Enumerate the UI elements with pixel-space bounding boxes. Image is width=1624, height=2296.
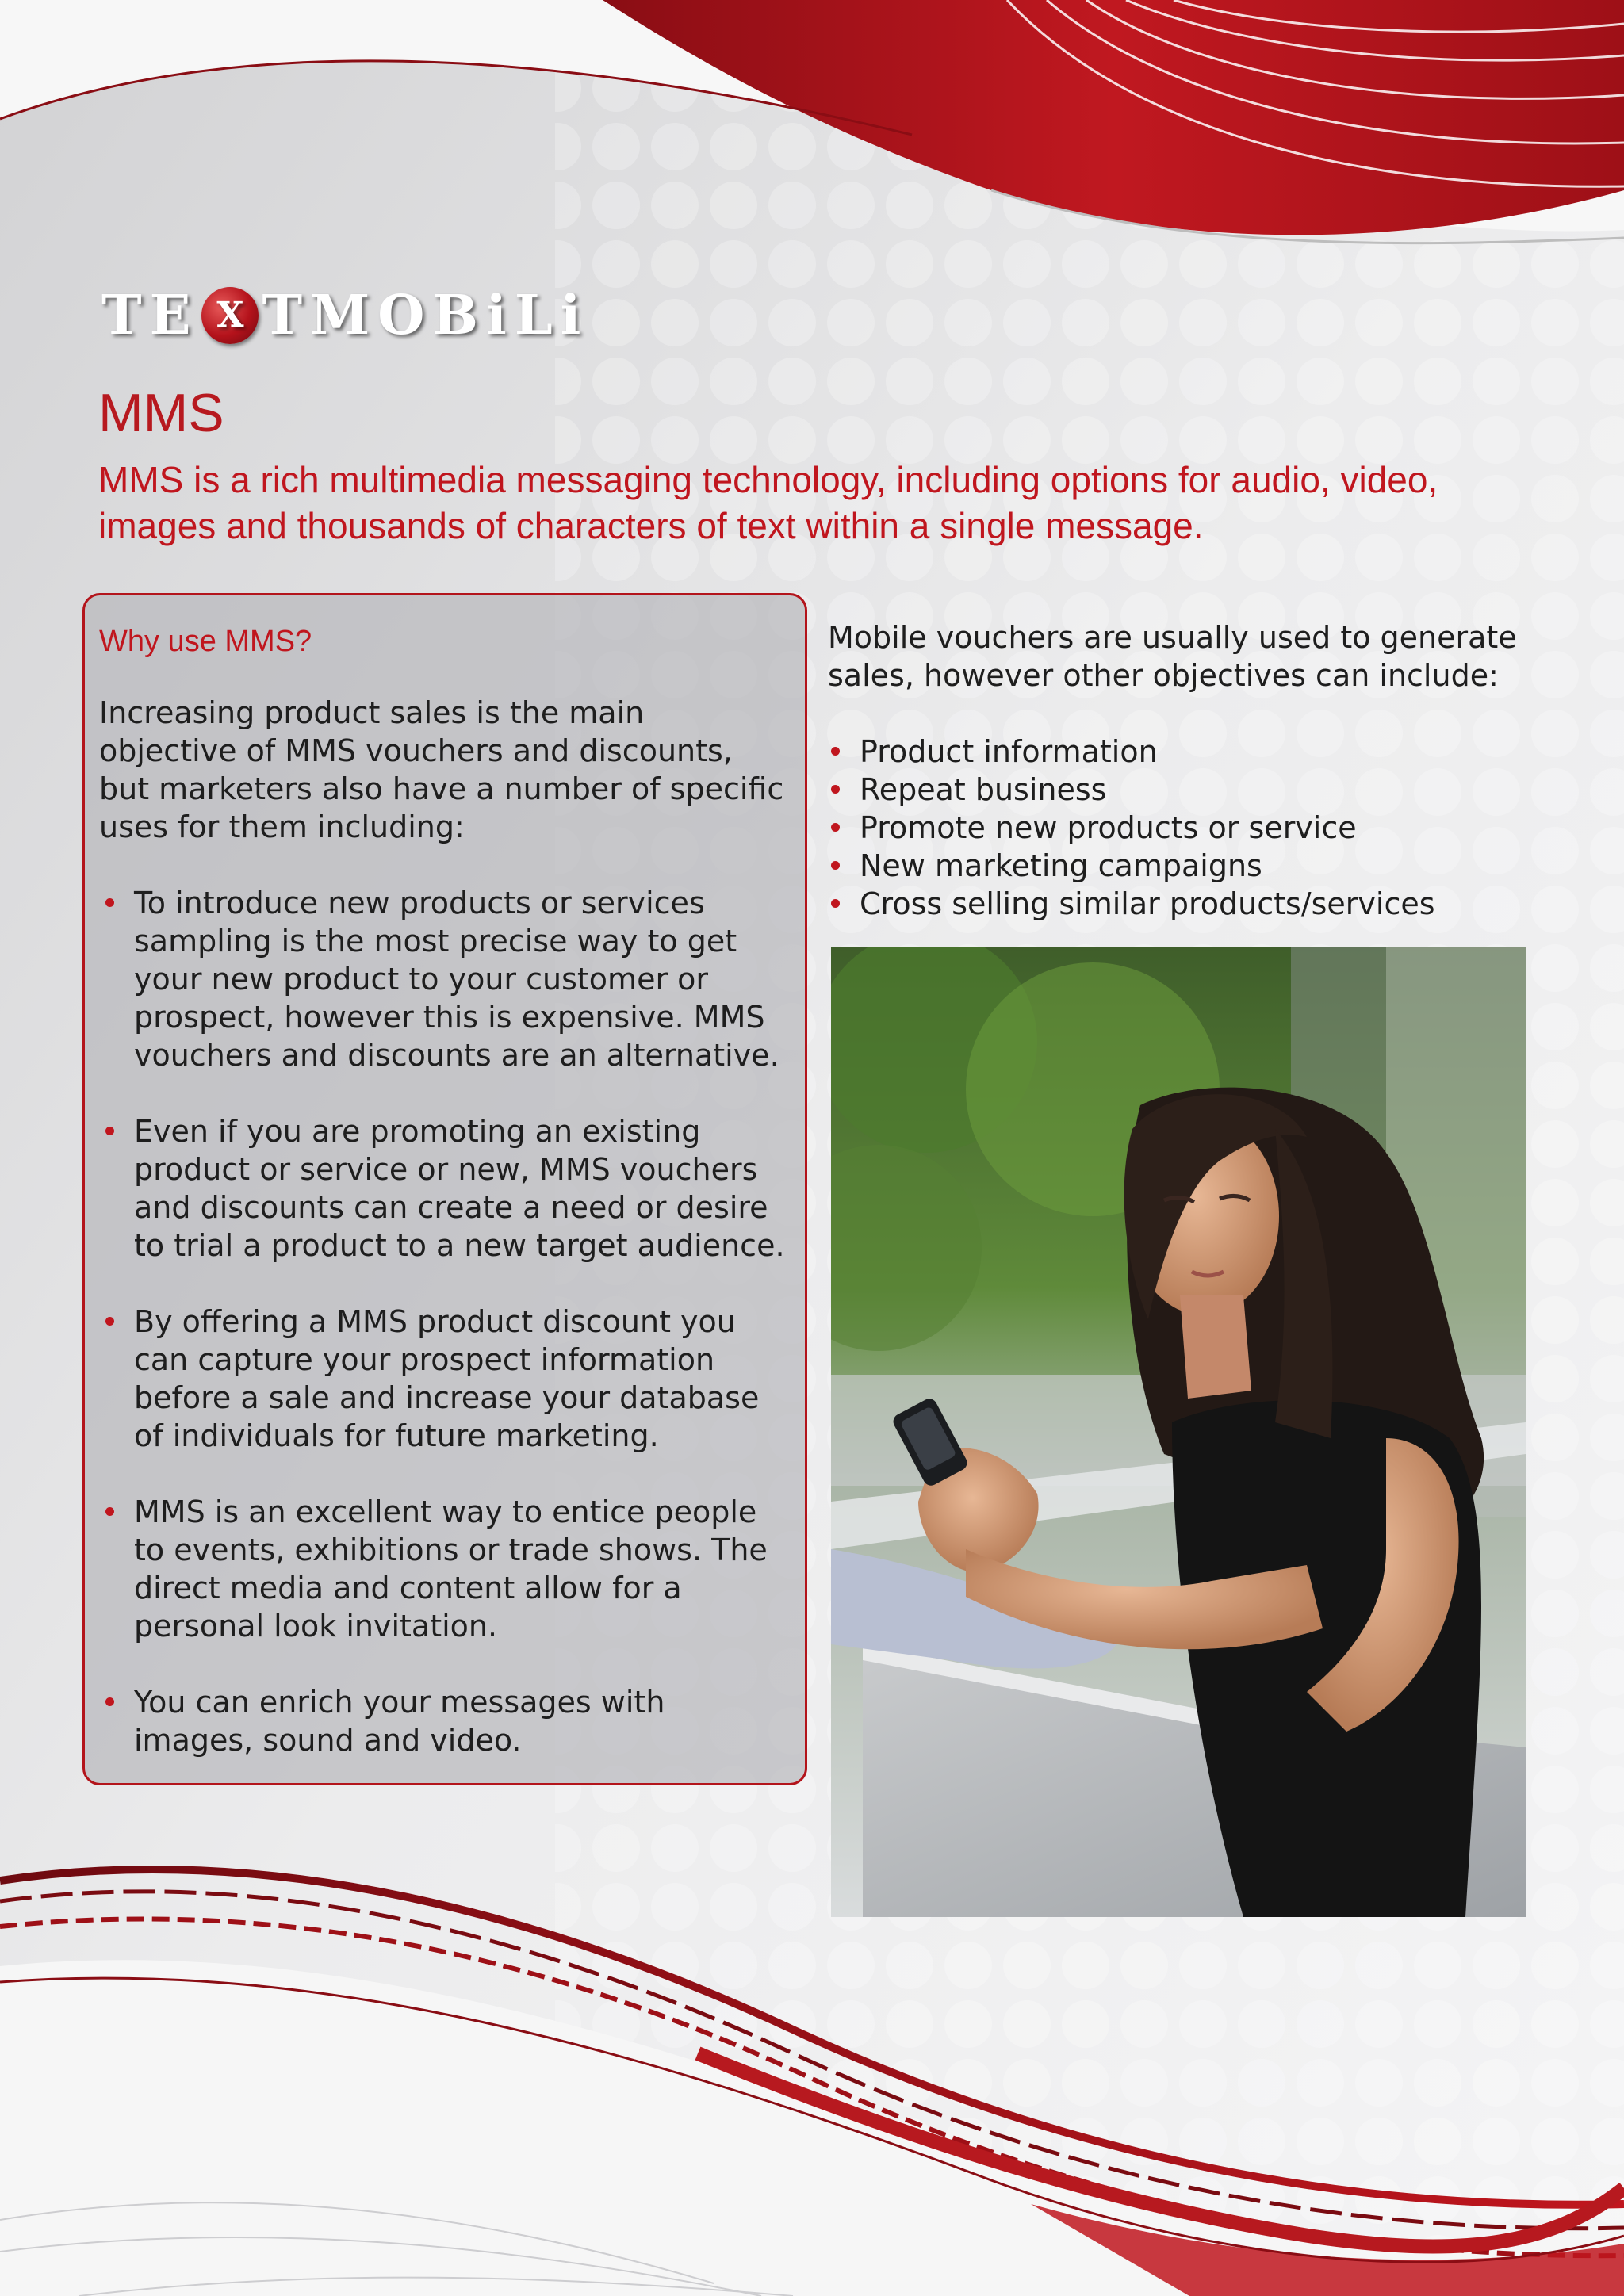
why-paragraph: Increasing product sales is the main objective of MMS vouchers and discounts, but marketers also have a number of specific uses for them including: — [99, 695, 784, 844]
list-item: Cross selling similar products/services — [828, 885, 1542, 923]
list-item: MMS is an excellent way to entice people to events, exhibitions or trade shows. The direct media and content allow for a personal look invitation. — [99, 1493, 789, 1645]
list-item: You can enrich your messages with images, sound and video. — [99, 1683, 789, 1759]
objectives-list — [828, 733, 1542, 923]
intro-text: MMS is a rich multimedia messaging technology, including options for audio, video, images and thousands of characters of text within a single message. — [98, 459, 1438, 546]
why-bullet-list — [99, 884, 789, 1759]
page-title: MMS — [98, 383, 224, 443]
list-item: Even if you are promoting an existing product or service or new, MMS vouchers and discounts can create a need or desire to trial a product to a new target audience. — [99, 1112, 789, 1265]
list-item: Repeat business — [828, 771, 1542, 809]
list-item: Product information — [828, 733, 1542, 771]
why-use-mms-box — [82, 593, 807, 1785]
woman-using-phone-photo — [831, 947, 1526, 1917]
list-item: Promote new products or service — [828, 809, 1542, 847]
textmobili-logo — [102, 284, 589, 347]
objectives-intro: Mobile vouchers are usually used to generate sales, however other objectives can include: — [828, 620, 1517, 693]
list-item: To introduce new products or services sampling is the most precise way to get your new product to your customer or prospect, however this is expensive. MMS vouchers and discounts are an alternative. — [99, 884, 789, 1074]
logo-text-start: TE — [102, 284, 199, 347]
objectives-section — [828, 618, 1542, 923]
list-item: By offering a MMS product discount you can capture your prospect information before a sale and increase your database of individuals for future marketing. — [99, 1303, 789, 1455]
logo-text-end: TMOBiLi — [262, 284, 589, 347]
why-heading: Why use MMS? — [99, 625, 312, 658]
list-item: New marketing campaigns — [828, 847, 1542, 885]
logo-badge-icon: X — [201, 287, 259, 344]
